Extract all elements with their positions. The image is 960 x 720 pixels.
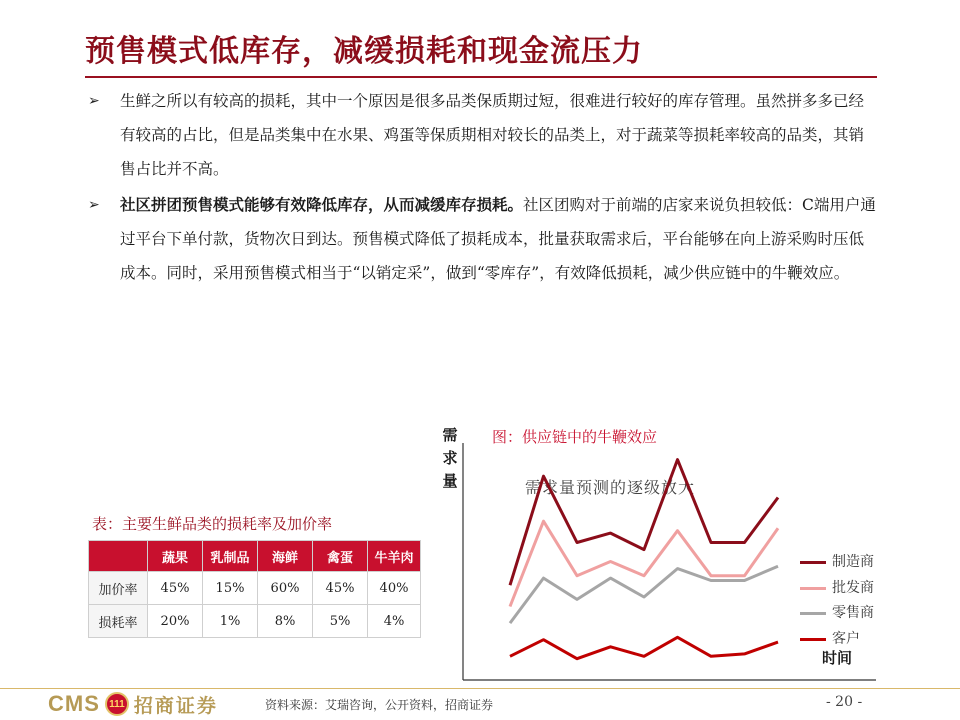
legend-label: 零售商 <box>832 605 874 621</box>
series-line-4 <box>510 637 778 658</box>
table-cell: 45% <box>313 572 368 605</box>
coin-logo-icon: 111 <box>105 692 129 716</box>
legend-label: 客户 <box>832 631 860 647</box>
table-caption: 表：主要生鲜品类的损耗率及加价率 <box>92 515 333 533</box>
legend-label: 制造商 <box>832 554 874 570</box>
chart-x-axis-title: 时间 <box>822 649 853 667</box>
series-line-1 <box>510 460 778 586</box>
table-cell: 1% <box>203 605 258 638</box>
bullet-text-1: 生鲜之所以有较高的损耗，其中一个原因是很多品类保质期过短，很难进行较好的库存管理。虽然拼多多已经有较高的占比，但是品类集中在水果、鸡蛋等保质期相对较长的品类上，对于蔬菜等损耗率较高的品类，其销售占比并不高。 <box>120 92 865 178</box>
legend-swatch <box>800 638 826 641</box>
legend-swatch <box>800 587 826 590</box>
chart-y-axis-title: 需求量 <box>442 426 458 490</box>
legend-label: 批发商 <box>832 580 874 596</box>
arrow-bullet-icon: ➢ <box>88 197 100 213</box>
table-cell: 45% <box>148 572 203 605</box>
logo-brand-text: 招商证券 <box>133 694 218 717</box>
table-header-cell: 海鲜 <box>258 541 313 572</box>
table-row-label: 加价率 <box>89 572 148 605</box>
legend-item-2 <box>800 577 874 597</box>
table-cell: 60% <box>258 572 313 605</box>
table-cell: 40% <box>368 572 421 605</box>
bullet-text-2: 社区团购对于前端的店家来说负担较低：C端用户通过平台下单付款，货物次日到达。预售模式降低了损耗成本，批量获取需求后，平台能够在向上游采购时压低成本。同时，采用预售模式相当于“以销定采”，做到“零库存”，有效降低损耗，减少供应链中的牛鞭效应。 <box>120 196 876 282</box>
legend-item-4 <box>800 628 860 648</box>
table-cell: 5% <box>313 605 368 638</box>
table-cell: 8% <box>258 605 313 638</box>
legend-item-3 <box>800 602 874 622</box>
legend-item-1 <box>800 551 874 571</box>
arrow-bullet-icon: ➢ <box>88 93 100 109</box>
table-header-cell: 牛羊肉 <box>368 541 421 572</box>
table-cell: 15% <box>203 572 258 605</box>
legend-swatch <box>800 561 826 564</box>
table-header-cell: 蔬果 <box>148 541 203 572</box>
chart-series-layer <box>510 460 778 659</box>
figure-caption: 图：供应链中的牛鞭效应 <box>492 428 658 446</box>
table-row-label: 损耗率 <box>89 605 148 638</box>
table-cell: 20% <box>148 605 203 638</box>
page-title: 预售模式低库存，减缓损耗和现金流压力 <box>85 34 643 69</box>
series-line-2 <box>510 521 778 606</box>
legend-swatch <box>800 612 826 615</box>
table-header-cell: 乳制品 <box>203 541 258 572</box>
page-number: - 20 - <box>826 694 863 710</box>
bullet-bold-lead-2: 社区拼团预售模式能够有效降低库存，从而减缓库存损耗。 <box>120 195 524 214</box>
footer-divider <box>0 688 960 689</box>
company-logo <box>48 690 218 718</box>
logo-cms-text: CMS <box>48 691 100 716</box>
table-header-cell: 禽蛋 <box>313 541 368 572</box>
source-note: 资料来源：艾瑞咨询，公开资料，招商证券 <box>265 698 494 712</box>
chart-subtitle: 需求量预测的逐级放大 <box>525 478 696 497</box>
table-cell: 4% <box>368 605 421 638</box>
